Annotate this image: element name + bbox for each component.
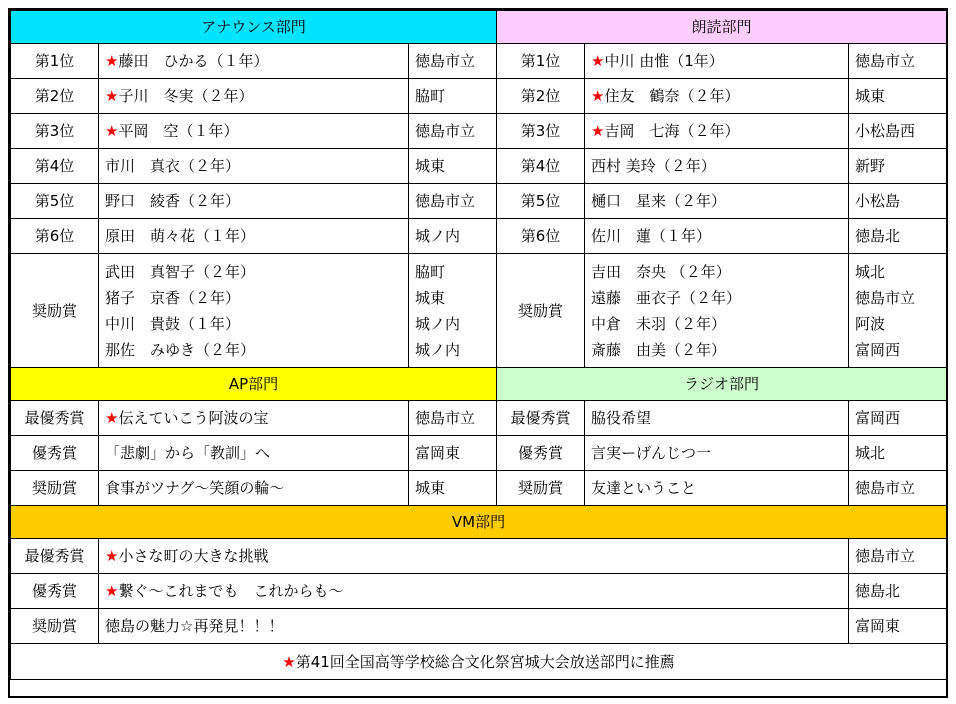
announce-encouragement-names-line: 中川 貴鼓（１年） [105,314,241,333]
vm-award-row [11,539,947,574]
footer-note [11,644,947,680]
reading-name [585,44,849,79]
ap-school: 富岡東 [409,436,497,471]
reading-rank: 第5位 [497,184,585,219]
entry-text: 第41回全国高等学校総合文化祭宮城大会放送部門に推薦 [295,652,675,671]
radio-award: 優秀賞 [497,436,585,471]
reading-rank: 第1位 [497,44,585,79]
ap-work [99,401,409,436]
announce-rank: 第4位 [11,149,99,184]
reading-name [585,114,849,149]
entry-text: 藤田 ひかる（１年） [118,52,269,70]
reading-encouragement-names [585,254,849,368]
vm-award: 奨励賞 [11,609,99,644]
reading-encouragement-names-line: 中倉 未羽（２年） [591,314,727,333]
vm-work [99,539,849,574]
announce-name [99,44,409,79]
reading-encouragement-names-line: 吉田 奈央 （２年） [591,262,731,281]
announce-name [99,219,409,254]
announce-encouragement-schools-line: 城東 [415,288,446,307]
vm-work [99,574,849,609]
results-table-frame [8,8,948,698]
entry-text: 子川 冬実（２年） [118,87,254,105]
entry-text: 脇役希望 [591,409,652,427]
entry-text: 徳島の魅力☆再発見！！！ [105,617,284,635]
radio-award: 奨励賞 [497,471,585,506]
reading-school: 新野 [849,149,947,184]
rank-row [11,44,947,79]
entry-text: 小さな町の大きな挑戦 [118,547,269,565]
entry-text: 中川 由惟（1年） [604,52,724,70]
star-mark: ★ [105,52,119,70]
rank-row [11,79,947,114]
award-row [11,471,947,506]
announce-encouragement-schools-line: 城ノ内 [415,340,461,359]
reading-school: 徳島市立 [849,44,947,79]
radio-section-title: ラジオ部門 [497,368,947,401]
reading-encouragement-schools [849,254,947,368]
entry-text: 繋ぐ～これまでも これからも～ [118,582,344,600]
announce-encouragement-label: 奨励賞 [11,254,99,368]
reading-encouragement-label: 奨励賞 [497,254,585,368]
entry-text: 市川 真衣（２年） [105,157,241,175]
rank-row [11,149,947,184]
vm-award-row [11,574,947,609]
vm-award: 優秀賞 [11,574,99,609]
rank-row [11,219,947,254]
ap-award: 優秀賞 [11,436,99,471]
reading-encouragement-names-line: 遠藤 亜衣子（２年） [591,288,742,307]
announce-rank: 第5位 [11,184,99,219]
results-table [10,10,947,680]
entry-text: 食事がツナグ～笑顔の輪～ [105,479,285,497]
reading-section-title: 朗読部門 [497,11,947,44]
ap-school: 徳島市立 [409,401,497,436]
announce-section-title: アナウンス部門 [11,11,497,44]
announce-name [99,149,409,184]
vm-school: 徳島市立 [849,539,947,574]
announce-school: 脇町 [409,79,497,114]
announce-encouragement-schools [409,254,497,368]
reading-rank: 第2位 [497,79,585,114]
announce-name [99,114,409,149]
announce-rank: 第2位 [11,79,99,114]
reading-rank: 第3位 [497,114,585,149]
radio-school: 城北 [849,436,947,471]
reading-name [585,219,849,254]
radio-work [585,471,849,506]
vm-section-title: VM部門 [11,506,947,539]
ap-work [99,471,409,506]
header-row-ap-radio [11,368,947,401]
star-mark: ★ [105,547,119,565]
results-table-body [11,11,947,680]
reading-rank: 第6位 [497,219,585,254]
vm-school: 徳島北 [849,574,947,609]
entry-text: 「悲劇」から「教訓」へ [105,444,271,462]
reading-rank: 第4位 [497,149,585,184]
star-mark: ★ [591,122,605,140]
entry-text: 言実ーげんじつ一 [591,444,712,462]
award-row [11,401,947,436]
announce-name [99,79,409,114]
entry-text: 佐川 蓮（１年） [591,227,712,245]
reading-school: 徳島北 [849,219,947,254]
entry-text: 友達ということ [591,479,697,497]
award-row [11,436,947,471]
entry-text: 平岡 空（１年） [118,122,239,140]
announce-encouragement-schools-line: 城ノ内 [415,314,461,333]
header-row-vm [11,506,947,539]
announce-rank: 第6位 [11,219,99,254]
vm-award-row [11,609,947,644]
reading-encouragement-schools-line: 阿波 [855,314,886,333]
reading-encouragement-names-line: 斎藤 由美（２年） [591,340,727,359]
entry-text: 住友 鶴奈（２年） [604,87,740,105]
star-mark: ★ [105,582,119,600]
entry-text: 樋口 星来（２年） [591,192,727,210]
star-mark: ★ [105,409,119,427]
announce-name [99,184,409,219]
ap-award: 奨励賞 [11,471,99,506]
announce-school: 城東 [409,149,497,184]
reading-encouragement-schools-line: 富岡西 [855,340,901,359]
reading-school: 城東 [849,79,947,114]
reading-name [585,184,849,219]
announce-encouragement-names-line: 武田 真智子（２年） [105,262,256,281]
star-mark: ★ [591,87,605,105]
ap-section-title: AP部門 [11,368,497,401]
announce-school: 徳島市立 [409,184,497,219]
entry-text: 原田 萌々花（１年） [105,227,256,245]
vm-work [99,609,849,644]
reading-encouragement-schools-line: 徳島市立 [855,288,916,307]
announce-encouragement-names-line: 猪子 京香（２年） [105,288,241,307]
star-mark: ★ [105,87,119,105]
radio-award: 最優秀賞 [497,401,585,436]
star-mark: ★ [591,52,605,70]
footer-row [11,644,947,680]
reading-name [585,149,849,184]
announce-encouragement-names-line: 那佐 みゆき（２年） [105,340,256,359]
reading-name [585,79,849,114]
star-mark: ★ [282,652,296,671]
vm-school: 富岡東 [849,609,947,644]
announce-rank: 第1位 [11,44,99,79]
announce-encouragement-schools-line: 脇町 [415,262,446,281]
reading-encouragement-schools-line: 城北 [855,262,886,281]
entry-text: 吉岡 七海（２年） [604,122,740,140]
reading-school: 小松島西 [849,114,947,149]
announce-school: 城ノ内 [409,219,497,254]
entry-text: 西村 美玲（２年） [591,157,716,175]
ap-award: 最優秀賞 [11,401,99,436]
radio-work [585,436,849,471]
entry-text: 野口 綾香（２年） [105,192,241,210]
header-row-announce-reading [11,11,947,44]
radio-school: 徳島市立 [849,471,947,506]
announce-school: 徳島市立 [409,44,497,79]
rank-row [11,184,947,219]
ap-work [99,436,409,471]
star-mark: ★ [105,122,119,140]
ap-school: 城東 [409,471,497,506]
rank-row [11,114,947,149]
radio-school: 富岡西 [849,401,947,436]
encouragement-row [11,254,947,368]
entry-text: 伝えていこう阿波の宝 [118,409,269,427]
radio-work [585,401,849,436]
announce-school: 徳島市立 [409,114,497,149]
announce-rank: 第3位 [11,114,99,149]
reading-school: 小松島 [849,184,947,219]
announce-encouragement-names [99,254,409,368]
vm-award: 最優秀賞 [11,539,99,574]
